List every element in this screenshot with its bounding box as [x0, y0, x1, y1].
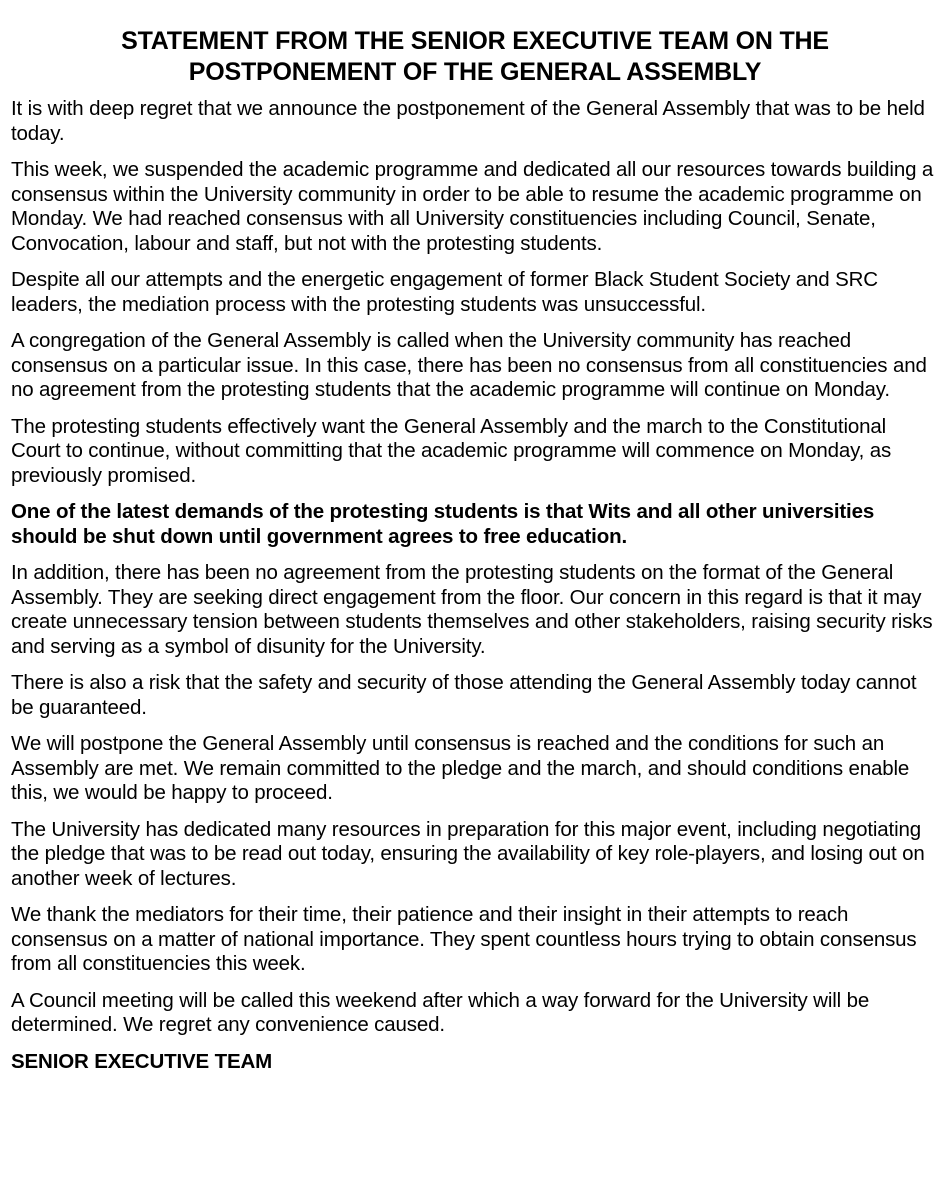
statement-title	[11, 26, 939, 88]
paragraph-safety-risk: There is also a risk that the safety and security of those attending the General Assembly today cannot be guaranteed.	[11, 671, 917, 719]
title-line-1: STATEMENT FROM THE SENIOR EXECUTIVE TEAM ON THE	[121, 27, 829, 55]
paragraph-postpone-until-consensus: We will postpone the General Assembly until consensus is reached and the conditions for such an Assembly are met. We remain committed to the pledge and the march, and should conditions enable this, we would be happy to proceed.	[11, 732, 910, 804]
paragraph-thanks-mediators: We thank the mediators for their time, their patience and their insight in their attempts to reach consensus on a matter of national importance. They spent countless hours trying to obtain consensus from all constituencies this week.	[11, 903, 917, 975]
paragraph-consensus-building: This week, we suspended the academic programme and dedicated all our resources towards building a consensus within the University community in order to be able to resume the academic programme on Monday. We had reached consensus with all University constituencies including Council, Senate, Convocation, labour and staff, but not with the protesting students.	[11, 158, 934, 255]
signature: SENIOR EXECUTIVE TEAM	[11, 1049, 273, 1073]
paragraph-student-demands-march: The protesting students effectively want the General Assembly and the march to the Constitutional Court to continue, without committing that the academic programme will commence on Monday, as previously promised.	[11, 414, 892, 487]
paragraph-mediation-unsuccessful: Despite all our attempts and the energetic engagement of former Black Student Society and SRC leaders, the mediation process with the protesting students was unsuccessful.	[11, 268, 878, 316]
statement-document	[11, 26, 939, 1074]
paragraph-assembly-congregation: A congregation of the General Assembly is called when the University community has reached consensus on a particular issue. In this case, there has been no consensus from all constituencies and no agreement from the protesting students that the academic programme will continue on Monday.	[11, 329, 927, 401]
paragraph-resources-dedicated: The University has dedicated many resources in preparation for this major event, including negotiating the pledge that was to be read out today, ensuring the availability of key role-players, and losing out on another week of lectures.	[11, 817, 925, 890]
paragraph-council-meeting: A Council meeting will be called this weekend after which a way forward for the University will be determined. We regret any convenience caused.	[11, 988, 870, 1036]
title-line-2: POSTPONEMENT OF THE GENERAL ASSEMBLY	[188, 58, 762, 86]
paragraph-postponement-announcement: It is with deep regret that we announce the postponement of the General Assembly that was to be held today.	[11, 97, 925, 145]
paragraph-shutdown-demand: One of the latest demands of the protesting students is that Wits and all other universities should be shut down until government agrees to free education.	[11, 500, 875, 548]
paragraph-assembly-format: In addition, there has been no agreement from the protesting students on the format of the General Assembly. They are seeking direct engagement from the floor. Our concern in this regard is that it may create unnecessary tension between students themselves and other stakeholders, raising security risks and serving as a symbol of disunity for the University.	[11, 561, 933, 658]
